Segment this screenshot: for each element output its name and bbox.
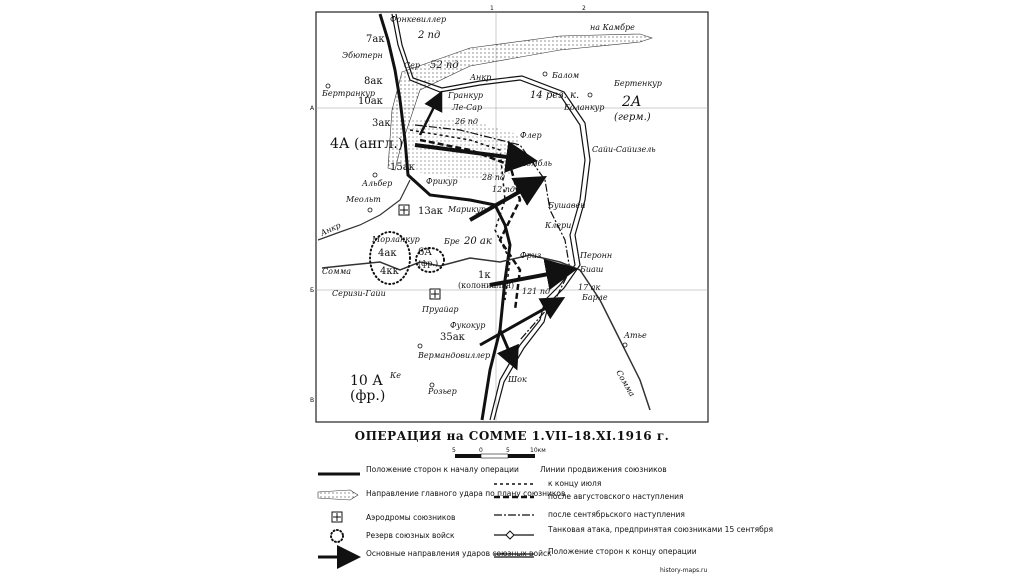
legend-text: Положение сторон к концу операции bbox=[548, 547, 697, 556]
place-label: Меольт bbox=[346, 195, 381, 204]
place-label: Морланкур bbox=[372, 235, 420, 244]
army-label: 6А bbox=[418, 247, 432, 258]
grid-row-label: В bbox=[310, 397, 315, 404]
place-label: Вермандовиллер bbox=[418, 351, 491, 360]
legend-text: после августовского наступления bbox=[548, 492, 684, 501]
watermark: history-maps.ru bbox=[660, 567, 708, 574]
place-label: Барле bbox=[582, 293, 608, 302]
legend-text: Резерв союзных войск bbox=[366, 531, 455, 540]
legend-text: Положение сторон к началу операции bbox=[366, 465, 519, 474]
scale-bar bbox=[455, 454, 535, 458]
unit-label: 1к bbox=[478, 270, 491, 281]
scale-tick: 10км bbox=[530, 447, 546, 454]
place-label: Пруайар bbox=[422, 305, 459, 314]
place-label: Комбль bbox=[520, 159, 552, 168]
place-label: Серизи-Гайи bbox=[332, 289, 386, 298]
unit-label: 2 пд bbox=[418, 30, 441, 41]
unit-label: 26 пд bbox=[455, 117, 478, 126]
unit-label: (колониальн) bbox=[458, 281, 515, 290]
unit-label: 4ак bbox=[378, 248, 397, 259]
scale-tick: 5 bbox=[506, 447, 510, 454]
army-label: 10 А bbox=[350, 373, 383, 389]
airfield-icon bbox=[399, 205, 409, 215]
place-label: Анкр bbox=[319, 220, 343, 238]
army-label: (герм.) bbox=[614, 112, 651, 123]
place-label: Альбер bbox=[362, 179, 393, 188]
legend-text: Основные направления ударов союзных войск bbox=[366, 549, 552, 558]
place-label: Балом bbox=[552, 71, 580, 80]
place-label: Бре bbox=[444, 237, 460, 246]
scale-tick: 5 bbox=[452, 447, 456, 454]
place-label: Фриз bbox=[520, 251, 542, 260]
grid-col-label: 2 bbox=[582, 5, 586, 12]
unit-label: 8ак bbox=[364, 76, 383, 87]
unit-label: 10ак bbox=[358, 96, 383, 107]
place-label: Гранкур bbox=[448, 91, 483, 100]
unit-label: 17 ак bbox=[578, 283, 601, 292]
place-label: Анкр bbox=[470, 73, 492, 82]
place-label: Клери bbox=[545, 221, 572, 230]
unit-label: 52 пд bbox=[430, 60, 459, 71]
legend-symbol-tank bbox=[494, 531, 534, 539]
scale-tick: 0 bbox=[479, 447, 483, 454]
unit-label: 13ак bbox=[418, 206, 443, 217]
grid-col-label: 1 bbox=[490, 5, 494, 12]
army-label: 4А (англ.) bbox=[330, 136, 404, 152]
place-label: Марикур bbox=[448, 205, 486, 214]
place-label: Ле-Сар bbox=[452, 103, 483, 112]
unit-label: 14 рез. к. bbox=[530, 90, 580, 101]
army-label: 2А bbox=[622, 94, 642, 110]
unit-label: 12 пд bbox=[492, 185, 515, 194]
unit-label: 20 ак bbox=[464, 236, 492, 247]
place-label: Перонн bbox=[580, 251, 613, 260]
place-label: Атье bbox=[624, 331, 647, 340]
legend-text: Аэродромы союзников bbox=[366, 513, 456, 522]
place-label: Фонкевиллер bbox=[390, 15, 447, 24]
map-title: ОПЕРАЦИЯ на СОММЕ 1.VII–18.XI.1916 г. bbox=[354, 429, 670, 443]
place-label: Боланкур bbox=[564, 103, 605, 112]
unit-label: 28 пд bbox=[482, 173, 505, 182]
place-label: Флер bbox=[520, 131, 542, 140]
place-label: Сер bbox=[404, 61, 420, 70]
unit-label: 3ак bbox=[372, 118, 391, 129]
legend-text: Танковая атака, предпринятая союзниками 15 сентября bbox=[548, 525, 774, 534]
legend-text: к концу июля bbox=[548, 479, 602, 488]
place-label: Фукокур bbox=[450, 321, 486, 330]
unit-label: 121 пд bbox=[522, 287, 551, 296]
place-label: Бушавен bbox=[548, 201, 586, 210]
place-label: на Камбре bbox=[590, 23, 635, 32]
unit-label: 4кк bbox=[380, 266, 399, 277]
place-label: Бертенкур bbox=[614, 79, 662, 88]
place-label: Сомма bbox=[322, 267, 351, 276]
legend-text: Направление главного удара по плану союзников bbox=[366, 489, 566, 498]
legend-symbol-reserve bbox=[331, 530, 343, 542]
place-label: Сайи-Сайизель bbox=[592, 145, 656, 154]
place-label: Фрикур bbox=[426, 177, 458, 186]
place-label: Бертранкур bbox=[322, 89, 376, 98]
legend-header: Линии продвижения союзников bbox=[540, 465, 667, 474]
place-label: Розьер bbox=[428, 387, 457, 396]
place-label: Сомма bbox=[614, 368, 637, 399]
unit-label: 15ак bbox=[390, 162, 415, 173]
place-label: Ке bbox=[390, 371, 401, 380]
unit-label: 35ак bbox=[440, 332, 465, 343]
army-label: (фр.) bbox=[350, 388, 386, 404]
army-label: (фр.) bbox=[418, 259, 439, 268]
place-label: Шок bbox=[508, 375, 527, 384]
legend-symbol-airfield bbox=[332, 512, 342, 522]
grid-row-label: Б bbox=[310, 287, 315, 294]
place-label: Биаш bbox=[580, 265, 604, 274]
legend-symbol-main-strike bbox=[318, 490, 358, 500]
place-label: Эбютерн bbox=[342, 51, 383, 60]
grid-row-label: А bbox=[310, 105, 315, 112]
airfield-icon bbox=[430, 289, 440, 299]
unit-label: 7ак bbox=[366, 34, 385, 45]
legend-text: после сентябрьского наступления bbox=[548, 510, 685, 519]
